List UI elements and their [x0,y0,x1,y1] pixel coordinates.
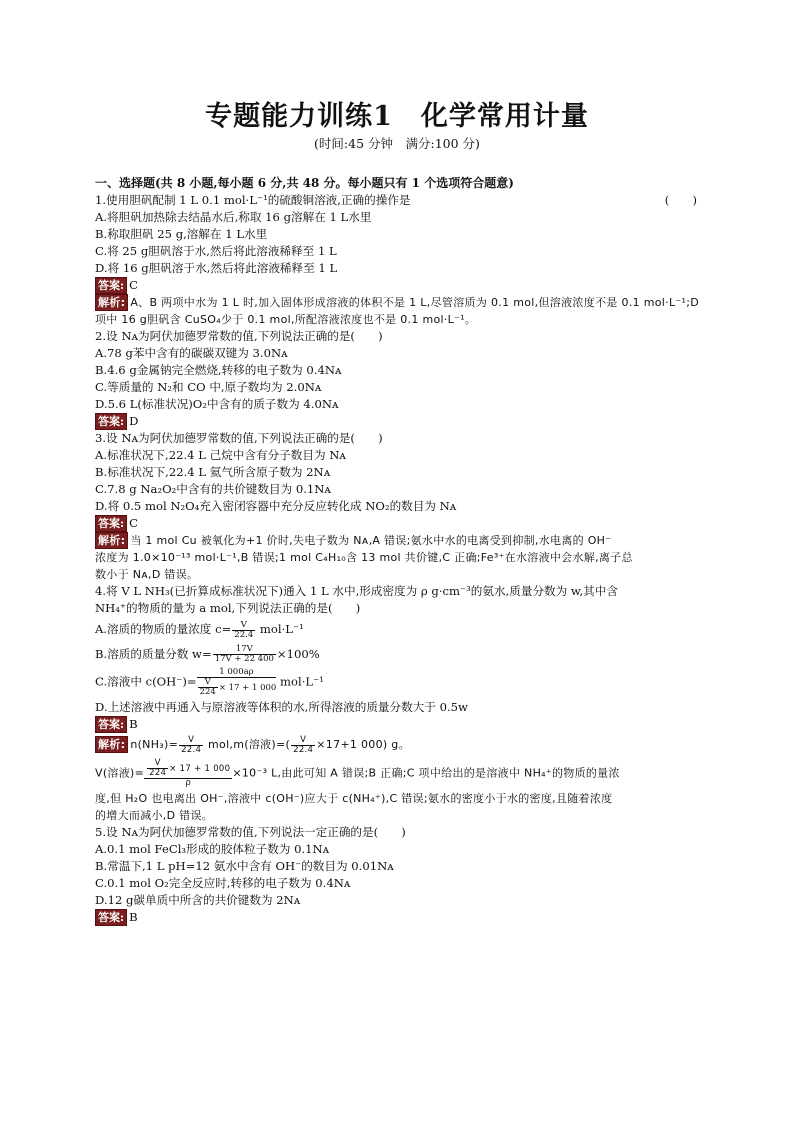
question-4-option-c: C.溶液中 c(OH⁻)= 1 000aρ $\frac{V}{224}$ × 17 + 1 000 mol·L⁻¹ [95,667,324,697]
analysis-label: 解析: [95,532,128,549]
answer-label: 答案: [95,277,127,294]
question-3-stem: 3.设 Nᴀ为阿伏加德罗常数的值,下列说法正确的是( ) [95,431,383,445]
fraction: $\frac{V}{22.4}$ [293,734,314,755]
question-4-stem-line-2: NH₄⁺的物质的量为 a mol,下列说法正确的是( ) [95,601,361,615]
question-3 [95,430,699,583]
question-2-option-a: A.78 g苯中含有的碳碳双键为 3.0Nᴀ [95,346,288,360]
question-4-stem-line-1: 4.将 V L NH₃(已折算成标准状况下)通入 1 L 水中,形成密度为 ρ g·cm⁻³的氨水,质量分数为 w,其中含 [95,584,618,598]
question-1-answer: 答案: C [95,277,699,294]
question-1-option-b: B.称取胆矾 25 g,溶解在 1 L水里 [95,227,268,241]
page-subtitle: (时间:45 分钟 满分:100 分) [314,136,480,151]
question-3-option-d: D.将 0.5 mol N₂O₄充入密闭容器中充分反应转化成 NO₂的数目为 Nᴀ [95,499,457,513]
question-1-option-a: A.将胆矾加热除去结晶水后,称取 16 g溶解在 1 L水里 [95,210,372,224]
page-title: 专题能力训练1 化学常用计量 [205,101,589,132]
question-5-option-b: B.常温下,1 L pH=12 氨水中含有 OH⁻的数目为 0.01Nᴀ [95,859,394,873]
question-5-answer: 答案: B [95,909,699,926]
document-page [95,100,699,926]
question-3-option-c: C.7.8 g Na₂O₂中含有的共价键数目为 0.1Nᴀ [95,482,331,496]
analysis-label: 解析: [95,294,128,311]
question-2-option-d: D.5.6 L(标准状况)O₂中含有的质子数为 4.0Nᴀ [95,397,339,411]
question-2-option-b: B.4.6 g金属钠完全燃烧,转移的电子数为 0.4Nᴀ [95,363,342,377]
question-4-analysis-line-2: V(溶液)= $\frac{V}{224}$ × 17 + 1 000 ρ ×10⁻³ L,由此可知 A 错误;B 正确;C 项中给出的是溶液中 NH₄⁺的物质的量浓 [95,758,620,788]
analysis-label: 解析: [95,736,128,753]
question-4 [95,583,699,824]
question-5-stem: 5.设 Nᴀ为阿伏加德罗常数的值,下列说法一定正确的是( ) [95,825,406,839]
answer-blank: ( ) [664,193,697,207]
question-2-answer: 答案: D [95,413,699,430]
question-1-option-d: D.将 16 g胆矾溶于水,然后将此溶液稀释至 1 L [95,261,338,275]
fraction: $\frac{17V}{17V + 22 400}$ [214,644,274,664]
question-4-option-b: B.溶质的质量分数 w= $\frac{17V}{17V + 22 400}$ ×100% [95,644,320,664]
section-heading: 一、选择题(共 8 小题,每小题 6 分,共 48 分。每小题只有 1 个选项符合题意) [95,176,514,190]
compound-fraction: $\frac{V}{224}$ × 17 + 1 000 ρ [144,759,232,788]
question-4-analysis-line-1: 解析: n(NH₃)= $\frac{V}{22.4}$ mol,m(溶液)=( $\frac{V}{22.4}$ ×17+1 000) g。 [95,733,699,757]
question-4-option-a: A.溶质的物质的量浓度 c= $\frac{V}{22.4}$ mol·L⁻¹ [95,619,304,640]
fraction: $\frac{V}{22.4}$ [234,619,254,640]
answer-label: 答案: [95,909,127,926]
fraction: $\frac{V}{224}$ [149,758,167,778]
question-4-analysis-line-3: 度,但 H₂O 也电离出 OH⁻,溶液中 c(OH⁻)应大于 c(NH₄⁺),C 错误;氨水的密度小于水的密度,且随着浓度 [95,792,613,805]
question-2-stem: 2.设 Nᴀ为阿伏加德罗常数的值,下列说法正确的是( ) [95,329,383,343]
question-5-option-d: D.12 g碳单质中所含的共价键数为 2Nᴀ [95,893,301,907]
question-4-analysis-line-4: 的增大而减小,D 错误。 [95,809,214,822]
question-1-option-c: C.将 25 g胆矾溶于水,然后将此溶液稀释至 1 L [95,244,337,258]
question-5 [95,824,699,926]
fraction: $\frac{V}{22.4}$ [181,734,202,755]
question-2-option-c: C.等质量的 N₂和 CO 中,原子数均为 2.0Nᴀ [95,380,322,394]
question-4-answer: 答案: B [95,716,699,733]
answer-label: 答案: [95,716,127,733]
question-3-analysis-line-3: 数小于 Nᴀ,D 错误。 [95,568,199,581]
question-1-analysis: 解析: A、B 两项中水为 1 L 时,加入固体形成溶液的体积不是 1 L,尽管溶质为 0.1 mol,但溶液浓度不是 0.1 mol·L⁻¹;D 项中 16 g胆矾含 CuSO₄少于 0.1 mol,所配溶液浓度也不是 0.1 mol·L⁻¹。 [95,296,699,326]
fraction: $\frac{V}{224}$ [199,677,216,697]
answer-label: 答案: [95,515,127,532]
question-4-option-d: D.上述溶液中再通入与原溶液等体积的水,所得溶液的质量分数大于 0.5w [95,700,468,714]
question-5-option-a: A.0.1 mol FeCl₃形成的胶体粒子数为 0.1Nᴀ [95,842,330,856]
question-1-stem: 1.使用胆矾配制 1 L 0.1 mol·L⁻¹的硫酸铜溶液,正确的操作是 ( ) [95,193,697,207]
compound-fraction: 1 000aρ $\frac{V}{224}$ × 17 + 1 000 [197,668,277,697]
question-3-option-a: A.标准状况下,22.4 L 己烷中含有分子数目为 Nᴀ [95,448,346,462]
question-2 [95,328,699,430]
question-3-option-b: B.标准状况下,22.4 L 氦气所含原子数为 2Nᴀ [95,465,331,479]
question-3-analysis-line-1: 解析: 当 1 mol Cu 被氧化为+1 价时,失电子数为 Nᴀ,A 错误;氨水中水的电离受到抑制,水电离的 OH⁻ [95,532,699,549]
question-3-answer: 答案: C [95,515,699,532]
answer-label: 答案: [95,413,127,430]
question-1 [95,192,699,328]
question-3-analysis-line-2: 浓度为 1.0×10⁻¹³ mol·L⁻¹,B 错误;1 mol C₄H₁₀含 13 mol 共价键,C 正确;Fe³⁺在水溶液中会水解,离子总 [95,551,633,564]
question-5-option-c: C.0.1 mol O₂完全反应时,转移的电子数为 0.4Nᴀ [95,876,351,890]
